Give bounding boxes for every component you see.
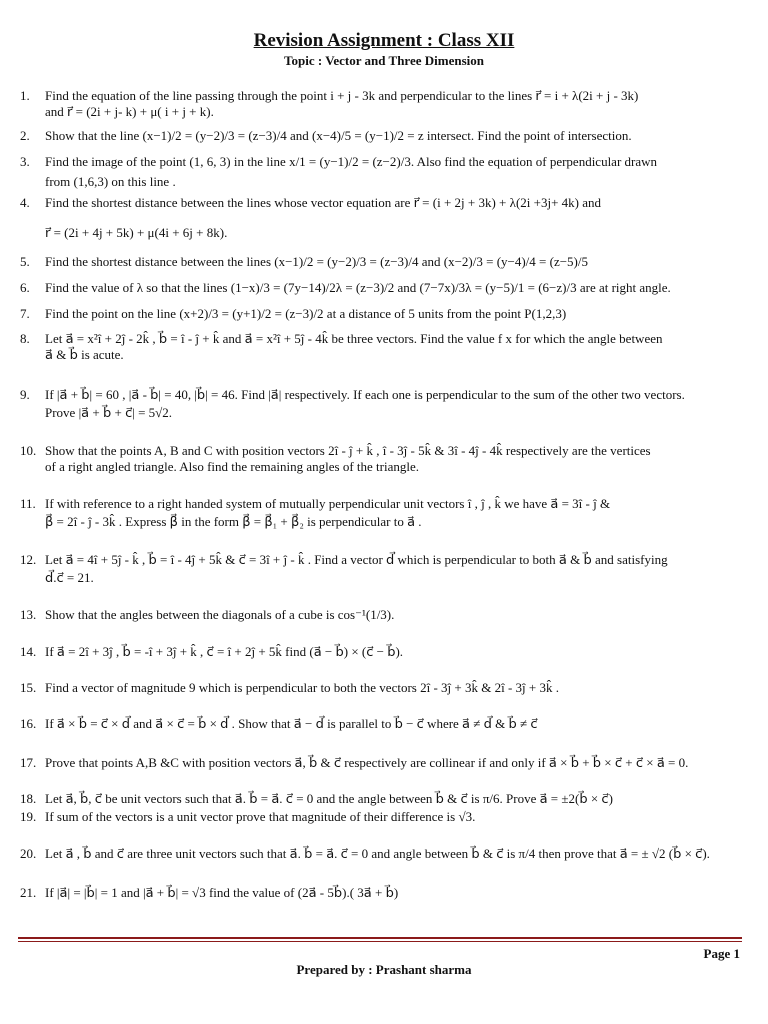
question-20 <box>20 846 742 862</box>
question-19 <box>20 809 742 825</box>
question-1 <box>20 88 742 120</box>
question-number: 6. <box>20 280 30 295</box>
question-text: Let a⃗ = 4î + 5ĵ - k̂ , b⃗ = î - 4ĵ + 5k̂ & c⃗ = 3î + ĵ - k̂ . Find a vector d⃗ which is perpendicular to both a⃗ & b⃗ and satisfying <box>45 552 668 567</box>
footer-divider <box>18 937 742 939</box>
question-21 <box>20 885 742 901</box>
question-text: Find a vector of magnitude 9 which is perpendicular to both the vectors 2î - 3ĵ + 3k̂ & 2î - 3ĵ + 3k̂ . <box>45 680 559 695</box>
question-9 <box>20 387 742 421</box>
question-text: a⃗ & b⃗ is acute. <box>45 347 124 362</box>
question-number: 13. <box>20 607 37 622</box>
question-text: If a⃗ × b⃗ = c⃗ × d⃗ and a⃗ × c⃗ = b⃗ × d⃗ . Show that a⃗ − d⃗ is parallel to b⃗ − c⃗ where a⃗ ≠ d⃗ & b⃗ ≠ c⃗ <box>45 716 538 731</box>
question-text: r⃗ = (2i + 4j + 5k) + μ(4i + 6j + 8k). <box>45 225 228 240</box>
question-16 <box>20 716 742 732</box>
question-text: Let a⃗, b⃗, c⃗ be unit vectors such that a⃗. b⃗ = a⃗. c⃗ = 0 and the angle between b⃗ & c⃗ is π/6. Prove a⃗ = ±2(b⃗ × c⃗) <box>45 791 613 806</box>
question-text: Find the shortest distance between the lines (x−1)/2 = (y−2)/3 = (z−3)/4 and (x−2)/3 = (y−4)/4 = (z−5)/5 <box>45 254 588 269</box>
question-text: Let a⃗ , b⃗ and c⃗ are three unit vectors such that a⃗. b⃗ = a⃗. c⃗ = 0 and angle between b⃗ & c⃗ is π/4 then prove that a⃗ = ± √2 (b⃗ × c⃗). <box>45 846 710 861</box>
question-text: If a⃗ = 2î + 3ĵ , b⃗ = -î + 3ĵ + k̂ , c⃗ = î + 2ĵ + 5k̂ find (a⃗ − b⃗) × (c⃗ − b⃗). <box>45 644 404 659</box>
question-number: 10. <box>20 443 37 458</box>
question-text: and r⃗ = (2i + j- k) + μ( i + j + k). <box>45 104 214 119</box>
question-18 <box>20 791 742 807</box>
question-text: from (1,6,3) on this line . <box>45 174 176 189</box>
question-text: Show that the points A, B and C with position vectors 2î - ĵ + k̂ , î - 3ĵ - 5k̂ & 3î - 4ĵ - 4k̂ respectively are the vertices <box>45 443 651 458</box>
question-14 <box>20 644 742 660</box>
question-number: 14. <box>20 644 37 659</box>
question-5 <box>20 254 742 270</box>
question-text: Find the point on the line (x+2)/3 = (y+1)/2 = (z−3)/2 at a distance of 5 units from the point P(1,2,3) <box>45 306 567 321</box>
question-number: 16. <box>20 716 37 731</box>
question-number: 9. <box>20 387 30 402</box>
question-number: 20. <box>20 846 37 861</box>
footer-divider-thin <box>18 941 742 942</box>
question-10 <box>20 443 742 475</box>
question-text: β⃗ = 2î - ĵ - 3k̂ . Express β⃗ in the form β⃗ = β⃗₁ + β⃗₂ is perpendicular to a⃗ . <box>45 514 422 529</box>
question-text: If sum of the vectors is a unit vector prove that magnitude of their difference is √3. <box>45 809 476 824</box>
question-4 <box>20 195 742 241</box>
question-text: Find the value of λ so that the lines (1−x)/3 = (7y−14)/2λ = (z−3)/2 and (7−7x)/3λ = (y−5)/1 = (6−z)/3 are at right angle. <box>45 280 671 295</box>
question-text: Find the image of the point (1, 6, 3) in the line x/1 = (y−1)/2 = (z−2)/3. Also find the equation of perpendicular drawn <box>45 154 658 169</box>
question-number: 21. <box>20 885 37 900</box>
question-text: Find the shortest distance between the lines whose vector equation are r⃗ = (i + 2j + 3k) + λ(2i +3j+ 4k) and <box>45 195 602 210</box>
question-text: If with reference to a right handed system of mutually perpendicular unit vectors î , ĵ , k̂ we have a⃗ = 3î - ĵ & <box>45 496 611 511</box>
question-text: Show that the line (x−1)/2 = (y−2)/3 = (z−3)/4 and (x−4)/5 = (y−1)/2 = z intersect. Find the point of intersection. <box>45 128 632 143</box>
question-2 <box>20 128 742 144</box>
question-number: 4. <box>20 195 30 210</box>
question-3 <box>20 154 742 190</box>
question-7 <box>20 306 742 322</box>
question-number: 18. <box>20 791 37 806</box>
question-number: 17. <box>20 755 37 770</box>
question-number: 3. <box>20 154 30 169</box>
question-text: d⃗.c⃗ = 21. <box>45 570 94 585</box>
question-text: Let a⃗ = x²î + 2ĵ - 2k̂ , b⃗ = î - ĵ + k̂ and a⃗ = x²î + 5ĵ - 4k̂ be three vectors. Find the value f x for which the angle between <box>45 331 663 346</box>
question-number: 8. <box>20 331 30 346</box>
question-number: 12. <box>20 552 37 567</box>
question-text: of a right angled triangle. Also find the remaining angles of the triangle. <box>45 459 420 474</box>
question-8 <box>20 331 742 363</box>
question-number: 1. <box>20 88 30 103</box>
question-text: If |a⃗ + b⃗| = 60 , |a⃗ - b⃗| = 40, |b⃗| = 46. Find |a⃗| respectively. If each one is perpendicular to the sum of the other two vectors. <box>45 387 685 402</box>
question-number: 5. <box>20 254 30 269</box>
page-number: Page 1 <box>703 946 740 961</box>
question-15 <box>20 680 742 696</box>
question-13 <box>20 607 742 623</box>
question-number: 11. <box>20 496 36 511</box>
question-6 <box>20 280 742 296</box>
question-text: Find the equation of the line passing through the point i + j - 3k and perpendicular to the lines r⃗ = i + λ(2i + j - 3k) <box>45 88 639 103</box>
question-number: 2. <box>20 128 30 143</box>
question-number: 19. <box>20 809 37 824</box>
question-text: Show that the angles between the diagonals of a cube is cos⁻¹(1/3). <box>45 607 395 622</box>
question-text: Prove |a⃗ + b⃗ + c⃗| = 5√2. <box>45 405 173 420</box>
question-11 <box>20 496 742 530</box>
question-text: Prove that points A,B &C with position vectors a⃗, b⃗ & c⃗ respectively are collinear if and only if a⃗ × b⃗ + b⃗ × c⃗ + c⃗ × a⃗ = 0. <box>45 755 689 770</box>
prepared-by: Prepared by : Prashant sharma <box>296 962 472 977</box>
page-topic: Topic : Vector and Three Dimension <box>284 53 484 68</box>
question-17 <box>20 755 742 771</box>
page-title: Revision Assignment : Class XII <box>253 30 515 51</box>
question-number: 15. <box>20 680 37 695</box>
question-number: 7. <box>20 306 30 321</box>
question-12 <box>20 552 742 586</box>
question-text: If |a⃗| = |b⃗| = 1 and |a⃗ + b⃗| = √3 find the value of (2a⃗ - 5b⃗).( 3a⃗ + b⃗) <box>45 885 399 900</box>
